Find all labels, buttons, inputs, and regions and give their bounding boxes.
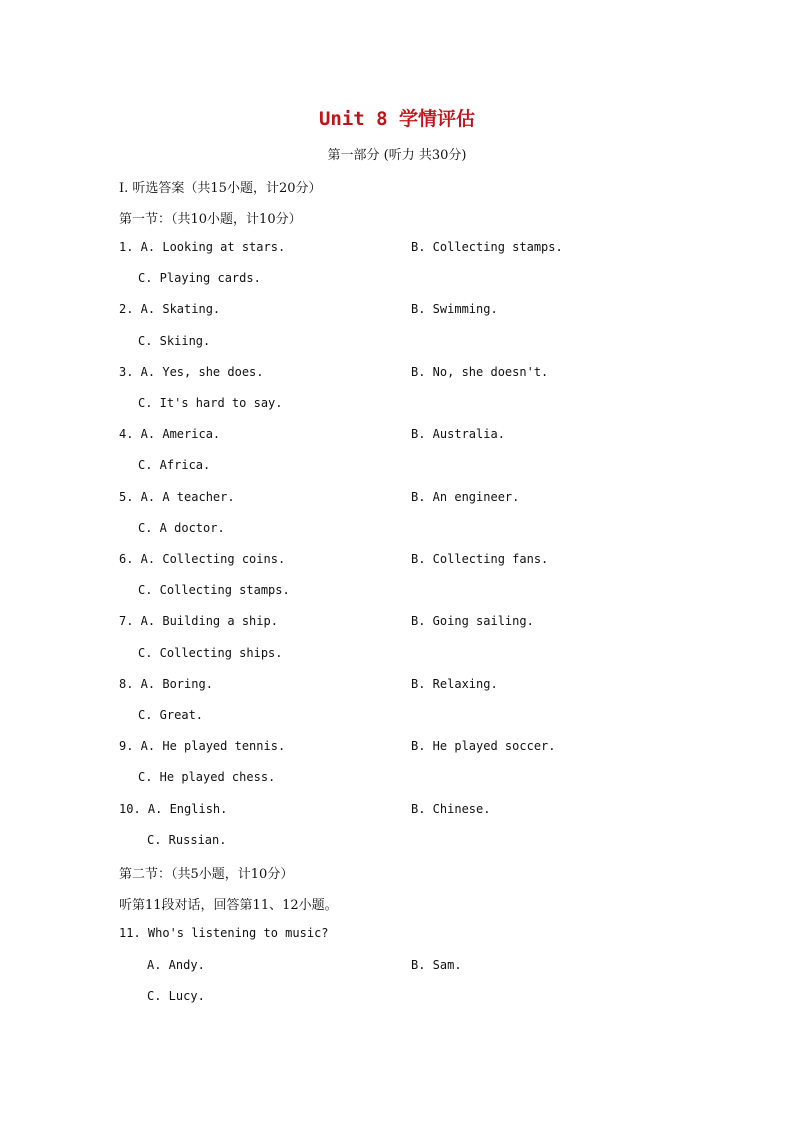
question-option-c: C. Russian.	[147, 833, 227, 847]
question-option-b: B. Going sailing.	[411, 614, 534, 628]
question-option-b: B. Collecting fans.	[411, 552, 549, 566]
question-option-a: 5. A. A teacher.	[119, 490, 235, 504]
question-option-a: A. Andy.	[147, 958, 205, 972]
question-option-c: C. It's hard to say.	[138, 396, 283, 410]
question-option-b: B. Collecting stamps.	[411, 240, 563, 254]
question-option-c: C. Lucy.	[147, 989, 205, 1003]
question-option-c: C. He played chess.	[138, 770, 276, 784]
question-option-a: 4. A. America.	[119, 427, 221, 441]
part-heading: 第一节：（共10小题，计10分）	[119, 212, 302, 227]
question-option-b: B. Australia.	[411, 427, 505, 441]
part-heading: 第二节：（共5小题，计10分）	[119, 867, 294, 882]
question-option-a: 7. A. Building a ship.	[119, 614, 278, 628]
question-option-c: C. A doctor.	[138, 521, 225, 535]
question-option-c: C. Great.	[138, 708, 204, 722]
question-option-c: C. Africa.	[138, 458, 211, 472]
question-option-a: 8. A. Boring.	[119, 677, 213, 691]
question-option-b: B. Relaxing.	[411, 677, 498, 691]
question-option-a: 9. A. He played tennis.	[119, 739, 286, 753]
question-option-b: B. Swimming.	[411, 302, 498, 316]
question-option-a: 2. A. Skating.	[119, 302, 221, 316]
section-heading: Ⅰ. 听选答案（共15小题，计20分）	[119, 181, 322, 196]
question-option-a: 1. A. Looking at stars.	[119, 240, 286, 254]
question-option-a: 6. A. Collecting coins.	[119, 552, 286, 566]
section-subtitle: 第一部分 (听力 共30分)	[327, 148, 467, 163]
question-option-b: B. He played soccer.	[411, 739, 556, 753]
question-option-a: 10. A. English.	[119, 802, 228, 816]
question-option-b: B. Chinese.	[411, 802, 491, 816]
dialogue-instruction: 听第11段对话，回答第11、12小题。	[119, 898, 338, 913]
question-stem: 11. Who's listening to music?	[119, 926, 329, 940]
question-option-c: C. Collecting stamps.	[138, 583, 290, 597]
question-option-c: C. Skiing.	[138, 334, 211, 348]
question-option-b: B. An engineer.	[411, 490, 520, 504]
question-option-a: 3. A. Yes, she does.	[119, 365, 264, 379]
question-option-b: B. No, she doesn't.	[411, 365, 549, 379]
document-title: Unit 8 学情评估	[318, 108, 476, 130]
question-option-b: B. Sam.	[411, 958, 462, 972]
question-option-c: C. Collecting ships.	[138, 646, 283, 660]
question-option-c: C. Playing cards.	[138, 271, 261, 285]
